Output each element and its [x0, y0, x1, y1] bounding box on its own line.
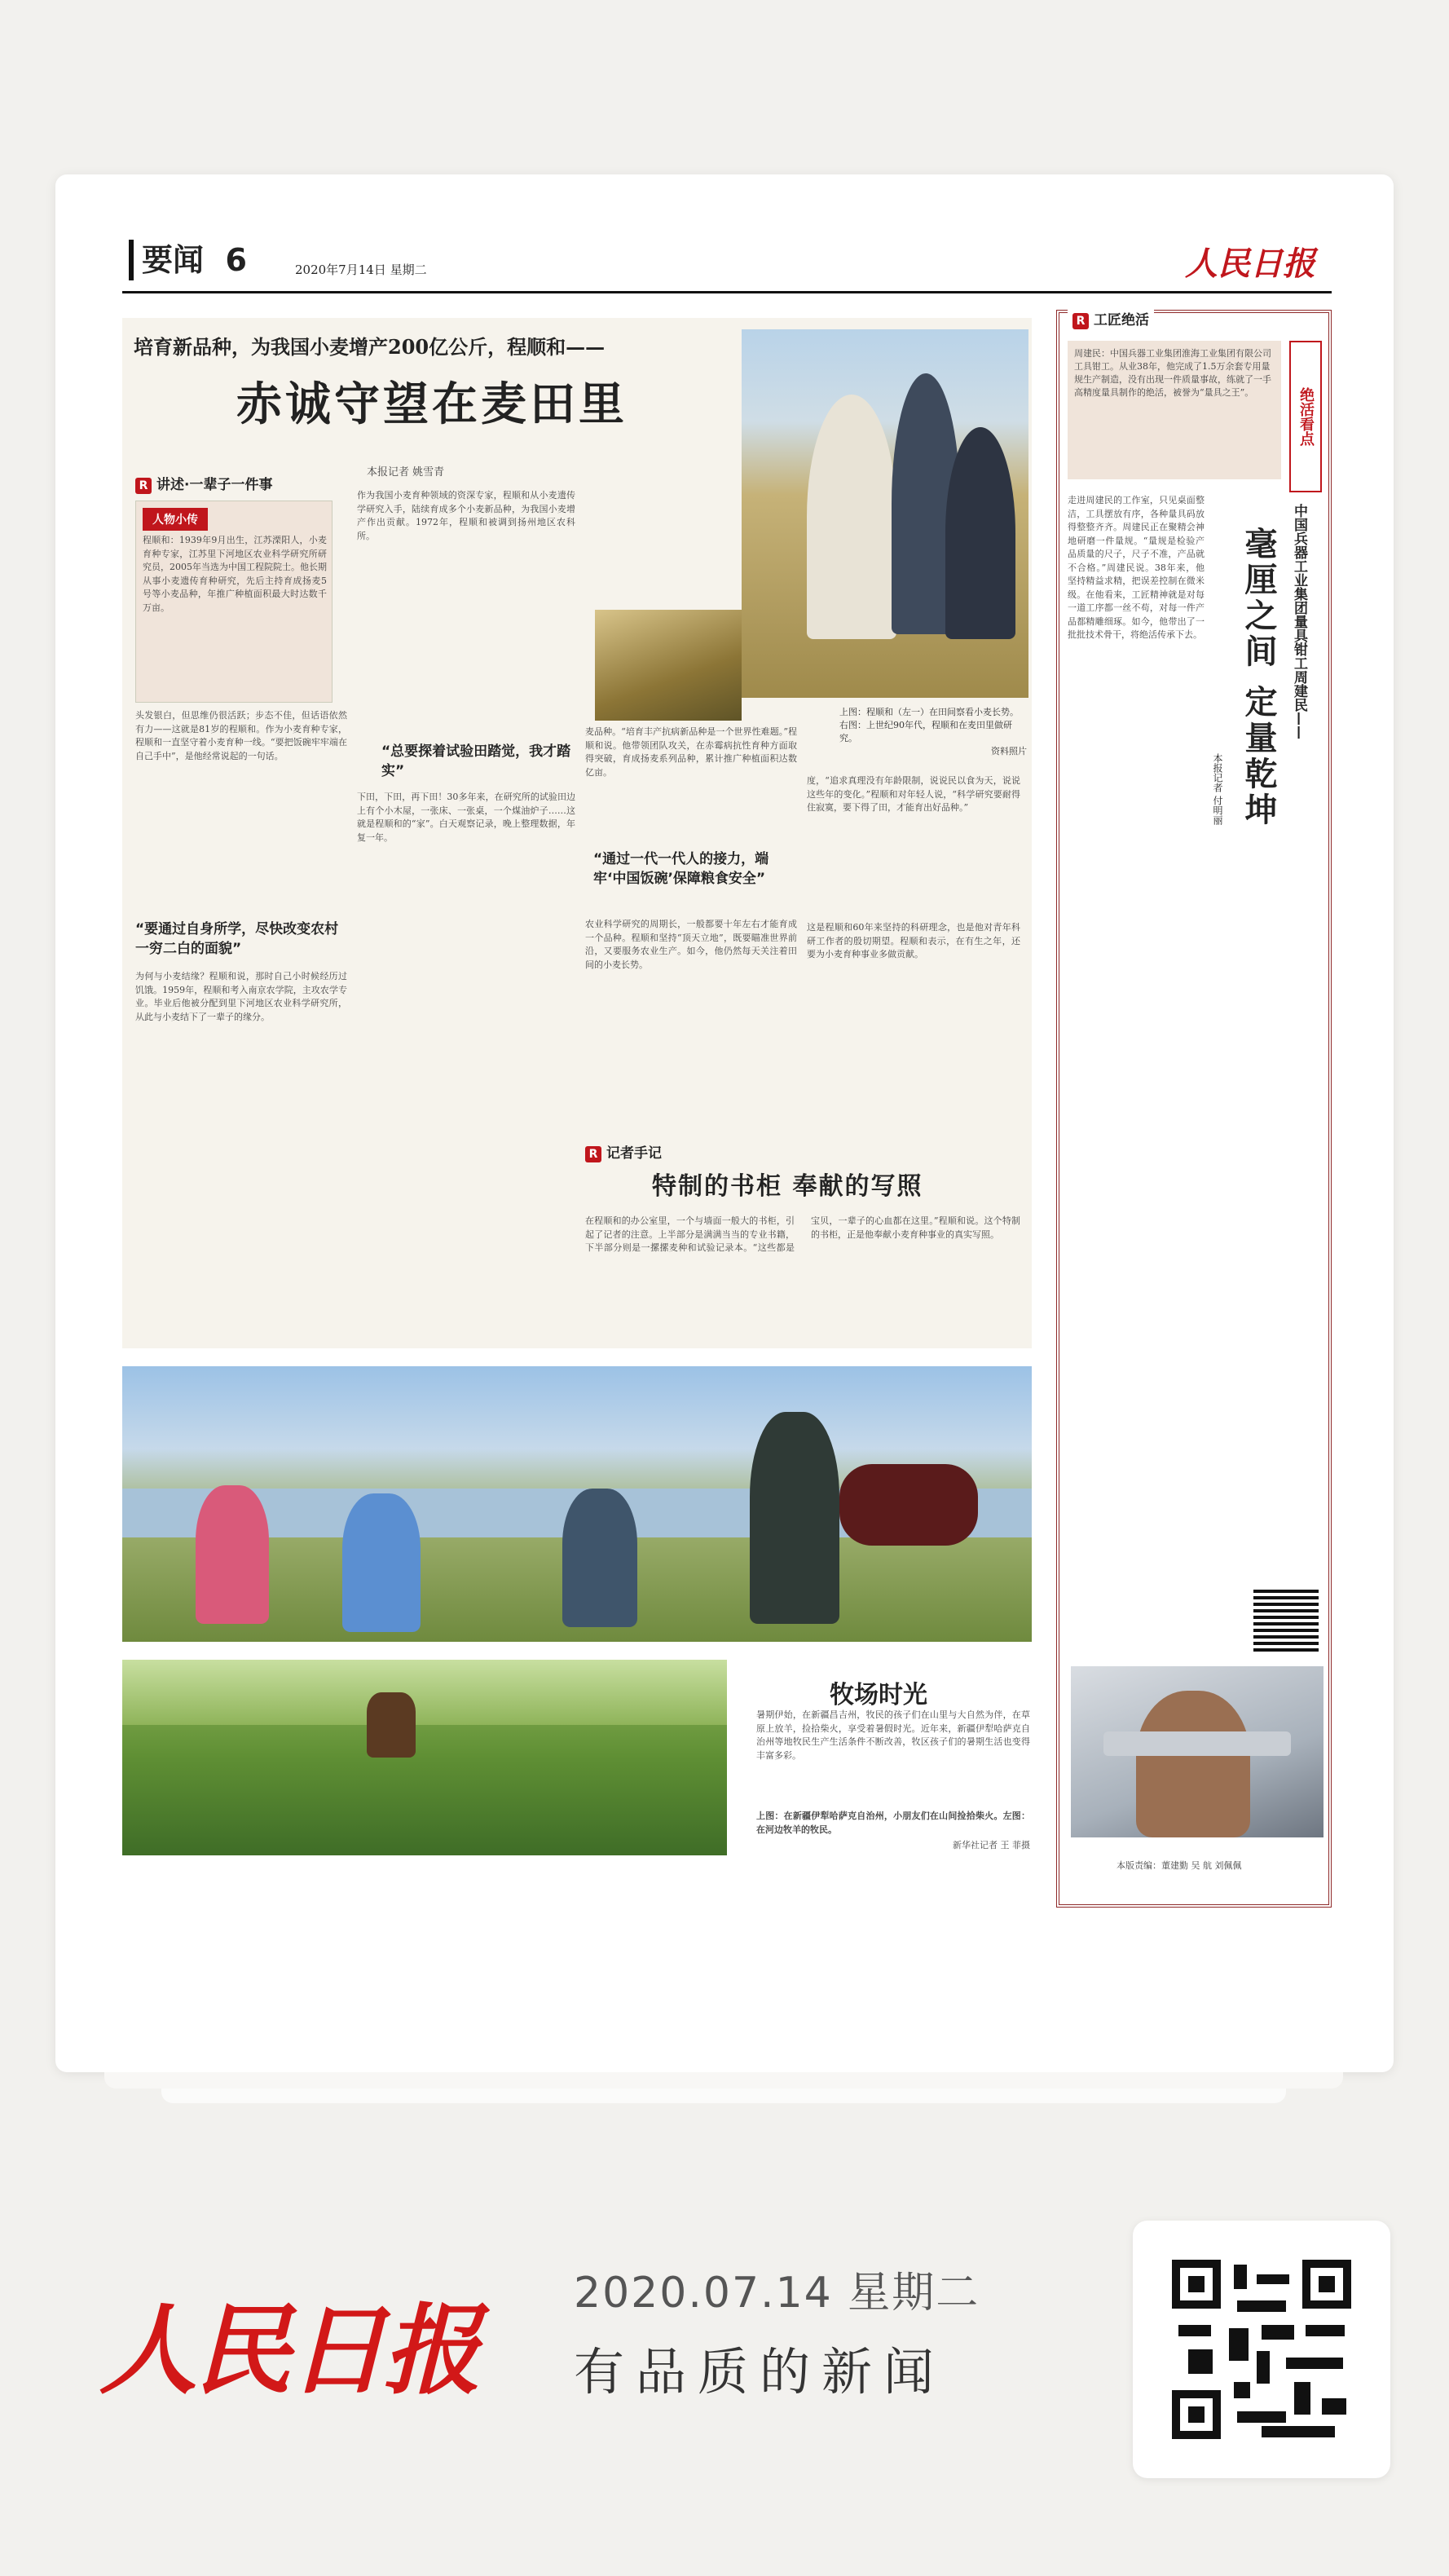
card-stack-shadow: [104, 2072, 1343, 2089]
section-tag: R 讲述·一辈子一件事: [135, 473, 272, 494]
gauge-tool: [1103, 1731, 1291, 1756]
children-pasture-photo[interactable]: [122, 1366, 1032, 1642]
column-title: 毫厘之间 定量乾坤: [1240, 527, 1277, 828]
column-intro: 周建民：中国兵器工业集团淮海工业集团有限公司工具钳工。从业38年，他完成了1.5万余套专用量规生产制造，没有出现一件质量事故，练就了一手高精度量具制作的绝活，被誉为“量具之王”。: [1068, 341, 1281, 479]
column-unit: 中国兵器工业集团量具钳工周建民——: [1291, 504, 1307, 739]
photo-caption: 上图：程顺和（左一）在田间察看小麦长势。右图：上世纪90年代，程顺和在麦田里做研究。 资料照片: [839, 707, 1027, 756]
column-text: 走进周建民的工作室，只见桌面整洁，工具摆放有序，各种量具码放得整整齐齐。周建民正在聚精会神地研磨一件量规。“量规是检验产品质量的尺子，尺子不准，产品就不合格。”周建民说。38年来，他坚持精益求精，把误差控制在微米级。在他看来，工匠精神就是对每一道工序都一丝不苟，对每一件产品都精雕细琢。如今，他带出了一批批技术骨干，将绝活传承下去。: [1068, 495, 1205, 640]
subheading: “要通过自身所学，尽快改变农村一穷二白的面貌”: [135, 921, 339, 957]
grassland-photo[interactable]: [122, 1660, 727, 1855]
qr-code[interactable]: [1172, 2260, 1351, 2439]
main-article: [122, 318, 1032, 1348]
article-kicker: 培育新品种，为我国小麦增产200亿公斤，程顺和——: [134, 335, 606, 359]
child-figure: [562, 1489, 637, 1627]
article-byline: 本报记者 姚雪青: [367, 466, 445, 479]
notes-text: 在程顺和的办公室里，一个与墙面一般大的书柜，引起了记者的注意。上半部分是满满当当的专业书籍，下半部分则是一摞摞麦种和试验记录本。“这些都是宝贝，一辈子的心血都在这里。”程顺和说。这个特制的书柜，正是他奉献小麦育种事业的真实写照。: [585, 1215, 1020, 1253]
person-figure: [945, 427, 1015, 639]
article-text: 作为我国小麦育种领域的资深专家，程顺和从小麦遗传学研究入手，陆续育成多个小麦新品种，为我国小麦增产作出贡献。1972年，程顺和被调到扬州地区农科所。: [357, 490, 575, 541]
footer-date: 2020.07.14 星期二: [574, 2269, 980, 2318]
craftsman-portrait[interactable]: [1071, 1666, 1323, 1837]
person-figure: [807, 395, 896, 639]
bio-label: 人物小传: [143, 508, 208, 531]
qr-code-small[interactable]: [1253, 1586, 1319, 1652]
hillside: [122, 1660, 727, 1725]
bio-box: [135, 501, 333, 703]
article-text: 头发银白，但思维仍很活跃；步态不佳，但话语依然有力——这就是81岁的程顺和。作为小麦育种专家，程顺和一直坚守着小麦育种一线。“要把饭碗牢牢端在自己手中”，是他经常说起的一句话。: [135, 710, 347, 761]
article-text: 度，“追求真理没有年龄限制，说说民以食为天，说说这些年的变化。”程顺和对年轻人说，“科学研究要耐得住寂寞，要下得了田，才能育出好品种。”: [807, 775, 1020, 813]
child-figure: [750, 1412, 839, 1624]
child-figure: [196, 1485, 269, 1624]
section-title: 要闻 6: [129, 240, 247, 280]
newspaper-page: [122, 236, 1332, 1965]
bio-text: 程顺和：1939年9月出生，江苏溧阳人，小麦育种专家，江苏里下河地区农业科学研究所研究员，2005年当选为中国工程院院士。他长期从事小麦遗传育种研究，先后主持育成扬麦5号等小麦品种，年推广种植面积最大时达数千万亩。: [143, 535, 327, 613]
pasture-title: 牧场时光: [830, 1681, 927, 1709]
notes-title: 特制的书柜 奉献的写照: [652, 1172, 923, 1201]
pasture-credit: 新华社记者 王 菲摄: [953, 1840, 1030, 1850]
article-text: 农业科学研究的周期长，一般都要十年左右才能育成一个品种。程顺和坚持“顶天立地”，既要瞄准世界前沿，又要服务农业生产。如今，他仍然每天关注着田间的小麦长势。: [585, 919, 797, 970]
article-text: 为何与小麦结缘？程顺和说，那时自己小时候经历过饥饿。1959年，程顺和考入南京农学院，主攻农学专业。毕业后他被分配到里下河地区农业科学研究所，从此与小麦结下了一辈子的缘分。: [135, 971, 347, 1022]
child-figure: [342, 1493, 421, 1632]
editor-credit: 本版责编：董建勤 吴 航 刘佩佩: [1116, 1860, 1242, 1871]
photo-credit: 资料照片: [991, 746, 1027, 756]
article-title: 赤诚守望在麦田里: [236, 378, 628, 431]
research-photo[interactable]: [595, 610, 742, 721]
article-text: 这是程顺和60年来坚持的科研理念，也是他对青年科研工作者的殷切期望。程顺和表示，在有生之年，还要为小麦育种事业多做贡献。: [807, 922, 1020, 959]
column-byline: 本报记者 付明丽: [1212, 753, 1223, 825]
highlight-tag: 绝活看点: [1289, 341, 1322, 492]
article-text: 下田，下田，再下田！30多年来，在研究所的试验田边上有个小木屋，一张床、一张桌，一个煤油炉子……这就是程顺和的“家”。白天观察记录，晚上整理数据，年复一年。: [357, 792, 575, 843]
page-number: 6: [225, 242, 247, 278]
notes-tag: R 记者手记: [585, 1141, 662, 1162]
page-header: [122, 236, 1332, 293]
craftsman-column: [1056, 310, 1332, 1908]
subheading: “总要探着试验田踏觉，我才踏实”: [381, 743, 571, 779]
pasture-caption: 上图：在新疆伊犁哈萨克自治州，小朋友们在山间捡拾柴火。左图：在河边牧羊的牧民。: [756, 1811, 1030, 1835]
issue-date: 2020年7月14日 星期二: [295, 262, 427, 277]
footer-slogan: 有品质的新闻: [574, 2342, 946, 2402]
footer-logo: 人民日报: [99, 2293, 478, 2408]
masthead-logo: 人民日报: [1185, 245, 1315, 283]
face: [1136, 1691, 1250, 1837]
motorcycle: [839, 1464, 978, 1546]
card-stack-shadow-2: [161, 2089, 1286, 2103]
wheat-field-photo[interactable]: [742, 329, 1028, 698]
horse-rider: [367, 1692, 416, 1758]
qr-code-card[interactable]: [1133, 2221, 1390, 2478]
subheading: “通过一代一代人的接力，端牢‘中国饭碗’保障粮食安全”: [593, 851, 769, 887]
column-tag: R 工匠绝活: [1068, 308, 1154, 329]
pasture-text: 暑期伊始，在新疆昌吉州，牧民的孩子们在山里与大自然为伴，在草原上放羊，捡拾柴火，享受着暑假时光。近年来，新疆伊犁哈萨克自治州等地牧民生产生活条件不断改善，牧区孩子们的暑期生活也变得丰富多彩。: [756, 1709, 1030, 1761]
article-text: 麦品种。“培育丰产抗病新品种是一个世界性难题。”程顺和说。他带领团队攻关，在赤霉病抗性育种方面取得突破，育成扬麦系列品种，累计推广种植面积达数亿亩。: [585, 726, 797, 778]
